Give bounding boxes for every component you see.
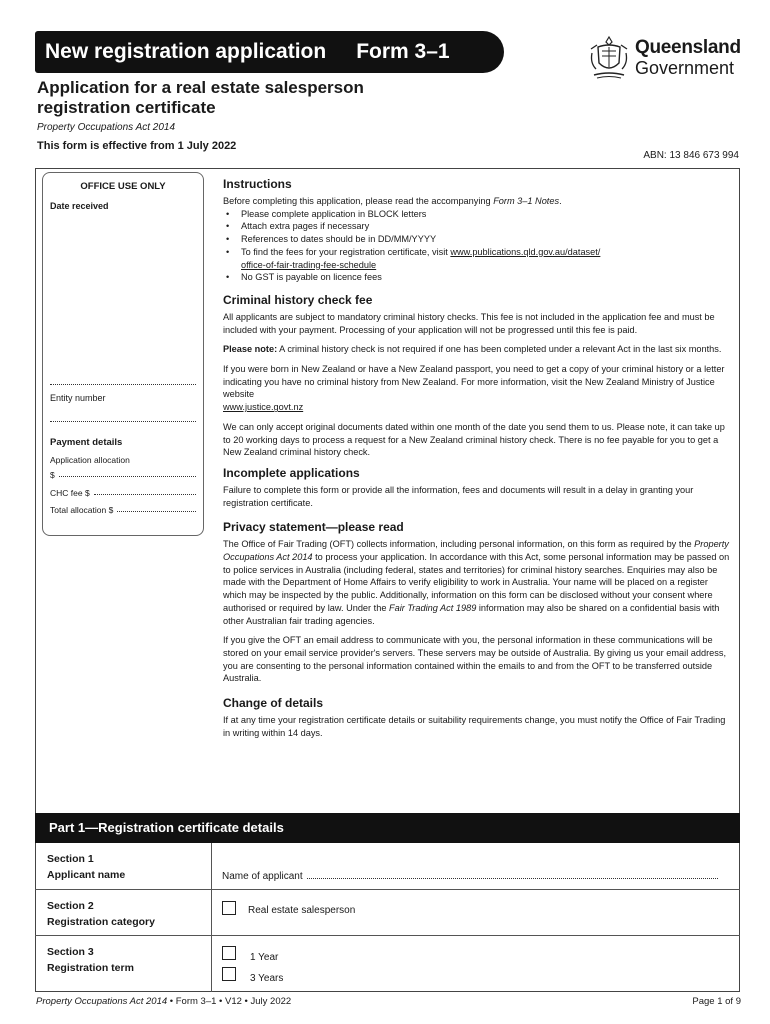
part-1-heading: Part 1—Registration certificate details: [35, 813, 740, 843]
application-allocation-field: [50, 470, 196, 480]
privacy-text-2: If you give the OFT an email address to communicate with you, the personal information in these communications will be stored on your email service provider's servers. These servers may be outside of Australia. By giving us your email address, you are consenting to the personal information contained within the emails to and from the OFT to be transferred outside Australia.: [223, 635, 727, 684]
section-2-row: [35, 890, 740, 936]
change-of-details-heading: Change of details: [223, 696, 324, 711]
office-use-box: [42, 172, 204, 536]
act-reference: Property Occupations Act 2014: [37, 122, 176, 133]
logo-queensland: Queensland: [635, 37, 741, 58]
three-years-checkbox[interactable]: [222, 967, 236, 981]
list-item: • To find the fees for your registration certificate, visit www.publications.qld.gov.au/dataset/ office-of-fair-trading-fee-schedule: [223, 246, 731, 271]
new-zealand-text: If you were born in New Zealand or have a New Zealand passport, you need to get a copy of your criminal history or a letter indicating you have no criminal history from New Zealand. For more information, visit the New Zealand Ministry of Justice website www.justice.govt.nz: [223, 364, 725, 413]
instructions-intro: Before completing this application, please read the accompanying Form 3–1 Notes.: [223, 196, 562, 206]
effective-date: This form is effective from 1 July 2022: [37, 140, 237, 152]
section-3-row: [35, 936, 740, 992]
section-2-label: Section 2 Registration category: [35, 890, 212, 935]
total-allocation-field: [50, 505, 196, 515]
application-allocation-label: Application allocation: [50, 455, 130, 465]
criminal-history-text: All applicants are subject to mandatory criminal history checks. This fee is not included in the application fee and must be included with your payment. Processing of your application will not be progressed until this fee is paid.: [223, 311, 715, 335]
form-title: New registration application: [45, 40, 327, 63]
applicant-name-field[interactable]: [222, 843, 740, 889]
instructions-list: [223, 208, 731, 284]
three-years-label: 3 Years: [250, 973, 284, 984]
one-year-checkbox[interactable]: [222, 946, 236, 960]
list-item: • Attach extra pages if necessary: [223, 220, 731, 233]
list-item: • No GST is payable on licence fees: [223, 271, 731, 284]
entity-number-label: Entity number: [50, 393, 106, 403]
payment-details-label: Payment details: [50, 437, 123, 448]
privacy-heading: Privacy statement—please read: [223, 520, 404, 535]
form-title-banner: [35, 31, 504, 73]
section-3-label: Section 3 Registration term: [35, 936, 212, 992]
incomplete-text: Failure to complete this form or provide all the information, fees and documents will result in a delay in granting your registration certificate.: [223, 484, 694, 508]
footer-reference: Property Occupations Act 2014 • Form 3–1 • V12 • July 2022: [36, 996, 292, 1007]
entity-number-line: [50, 421, 196, 422]
instructions-heading: Instructions: [223, 177, 292, 191]
dollar-sign: $: [50, 470, 55, 480]
fee-schedule-link-2[interactable]: office-of-fair-trading-fee-schedule: [241, 259, 377, 270]
privacy-text-1: The Office of Fair Trading (OFT) collects information, including personal information, on this form as required by the Property Occupations Act 2014 to process your application. In accordance with this Act, some personal information may be passed on to police services in Australia (including federal, states and territories) for criminal history searches. Enquiries may also be made with the Department of Home Affairs to verify eligibility to work in Australia. Your name will be placed on a register which may be inspected by the public. Additionally, information on this form can be disclosed without your consent where authorised or required by law. Under the Fair Trading Act 1989 information may also be shared on a confidential basis with other Australian fair trading agencies.: [223, 539, 730, 626]
original-documents-text: We can only accept original documents dated within one month of the date you send them to us. Please note, it can take up to 20 working days to process a request for a New Zealand criminal history check. There is no fee payable for you to get a New Zealand criminal history check.: [223, 421, 725, 458]
registration-term: [222, 936, 740, 992]
list-item: • References to dates should be in DD/MM/YYYY: [223, 233, 731, 246]
total-allocation-label: Total allocation $: [50, 505, 114, 515]
coat-of-arms-icon: [588, 33, 630, 81]
incomplete-heading: Incomplete applications: [223, 465, 360, 480]
instructions-column: [223, 177, 731, 747]
applicant-name-label: Name of applicant: [222, 871, 303, 882]
chc-fee-label: CHC fee $: [50, 488, 90, 498]
one-year-label: 1 Year: [250, 952, 279, 963]
logo-government: Government: [635, 58, 735, 78]
abn-number: ABN: 13 846 673 994: [643, 150, 739, 161]
section-1-label: Section 1 Applicant name: [35, 843, 212, 889]
chc-fee-field: [50, 488, 196, 498]
criminal-history-heading: Criminal history check fee: [223, 292, 373, 307]
office-use-heading: OFFICE USE ONLY: [80, 181, 166, 192]
section-1-row: [35, 843, 740, 890]
salesperson-checkbox[interactable]: [222, 901, 236, 915]
fee-schedule-link[interactable]: www.publications.qld.gov.au/dataset/: [450, 246, 601, 257]
change-of-details-text: If at any time your registration certificate details or suitability requirements change, you must notify the Office of Fair Trading in writing within 14 days.: [223, 715, 726, 738]
date-received-line: [50, 384, 196, 385]
criminal-history-note: Please note: A criminal history check is not required if one has been completed under a relevant Act in the last six months.: [223, 344, 722, 355]
queensland-government-logo: [588, 33, 748, 83]
registration-category: [222, 890, 740, 935]
form-number: Form 3–1: [356, 40, 450, 63]
date-received-label: Date received: [50, 201, 109, 211]
justice-link[interactable]: www.justice.govt.nz: [223, 402, 304, 413]
list-item: • Please complete application in BLOCK letters: [223, 208, 731, 221]
salesperson-label: Real estate salesperson: [248, 905, 356, 916]
page-number: Page 1 of 9: [692, 996, 741, 1007]
form-subtitle: Application for a real estate salesperson registration certificate: [37, 78, 364, 117]
